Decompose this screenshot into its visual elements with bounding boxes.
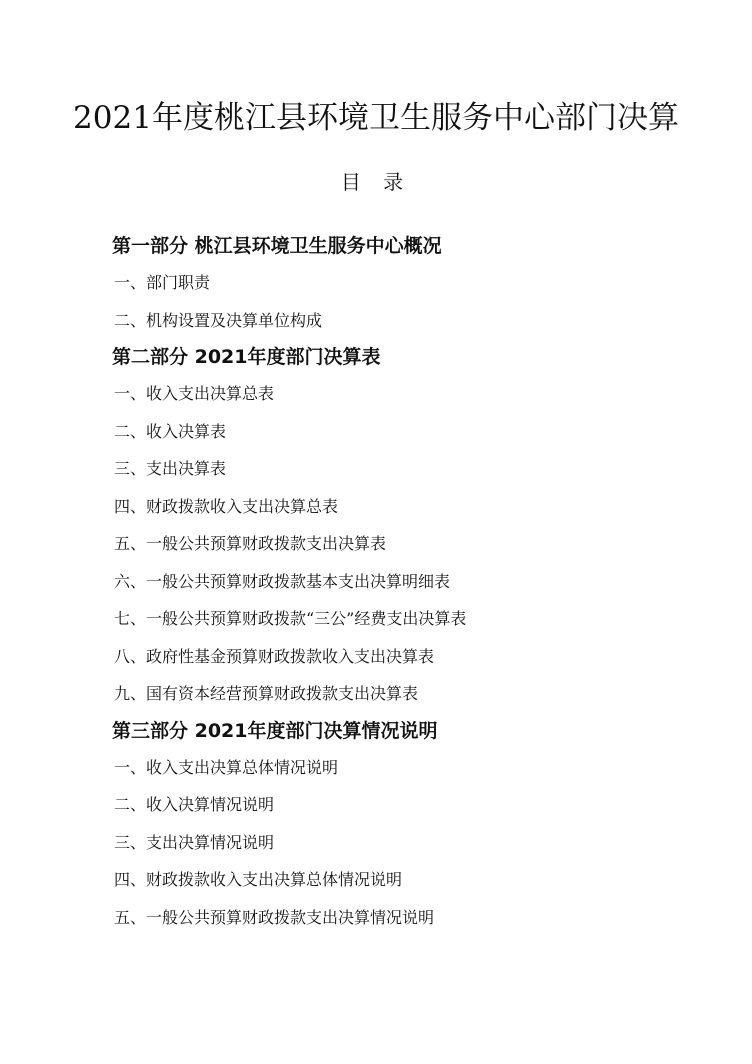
document-title: 2021年度桃江县环境卫生服务中心部门决算 [73,100,679,136]
toc-item: 四、财政拨款收入支出决算总体情况说明 [114,870,403,889]
toc-item: 五、一般公共预算财政拨款支出决算表 [114,534,387,553]
toc-item: 二、收入决算表 [114,421,227,441]
toc-part-3-title: 第三部分 2021年度部门决算情况说明 [112,719,438,742]
toc-item: 八、政府性基金预算财政拨款收入支出决算表 [114,646,435,666]
toc-item: 七、一般公共预算财政拨款“三公”经费支出决算表 [114,609,467,628]
toc-heading: 目 录 [340,170,412,194]
toc-part-2-title: 第二部分 2021年度部门决算表 [112,346,381,368]
toc-item: 一、部门职责 [114,273,211,292]
toc-item: 二、收入决算情况说明 [114,795,275,814]
toc-part-1-title: 第一部分 桃江县环境卫生服务中心概况 [112,235,442,257]
toc-item: 一、收入支出决算总表 [114,384,275,403]
toc-item: 五、一般公共预算财政拨款支出决算情况说明 [114,907,435,927]
toc-item: 九、国有资本经营预算财政拨款支出决算表 [114,684,419,703]
toc-item: 一、收入支出决算总体情况说明 [114,757,339,777]
toc-item: 二、机构设置及决算单位构成 [114,310,323,330]
table-of-contents [112,228,712,936]
toc-item: 三、支出决算表 [114,459,227,478]
toc-item: 六、一般公共预算财政拨款基本支出决算明细表 [114,571,451,591]
toc-item: 四、财政拨款收入支出决算总表 [114,496,339,516]
toc-item: 三、支出决算情况说明 [114,832,275,852]
